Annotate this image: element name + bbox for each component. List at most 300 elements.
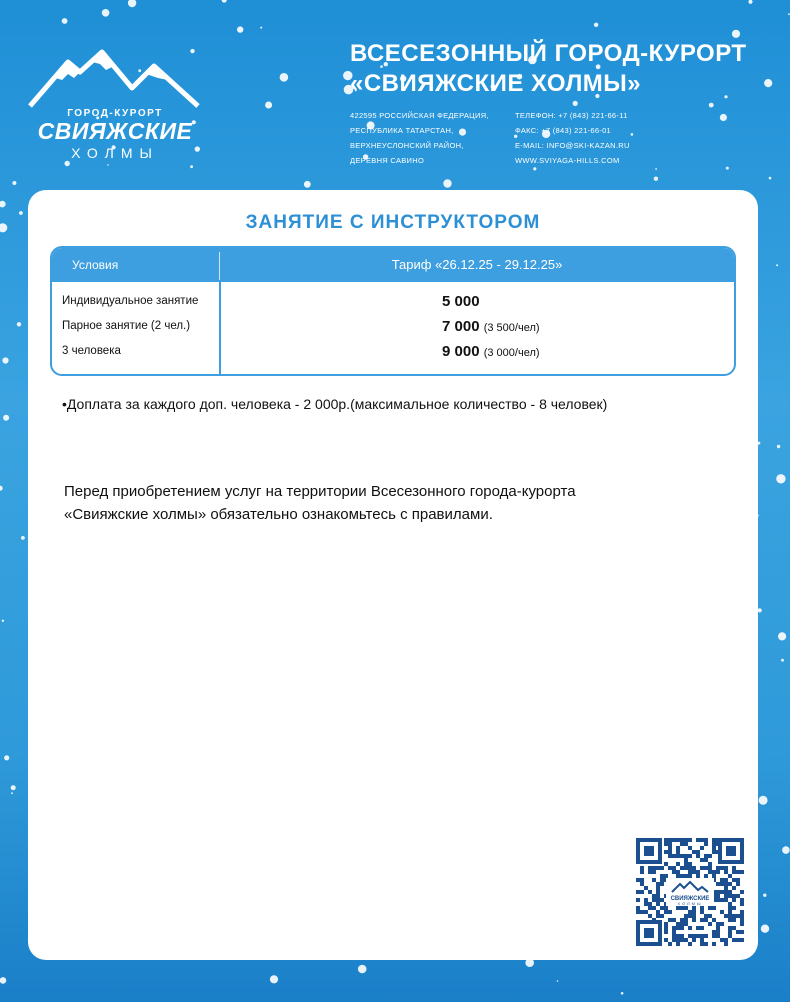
qr-module: [684, 862, 688, 866]
snowflake: [0, 201, 6, 208]
snowflake: [776, 474, 785, 483]
qr-module: [684, 918, 688, 922]
table-header: [52, 248, 734, 282]
qr-module: [652, 878, 656, 882]
price-table: [50, 246, 736, 376]
qr-module: [712, 846, 716, 850]
address-line: ДЕРЕВНЯ САВИНО: [350, 156, 425, 165]
qr-module: [724, 942, 728, 946]
website-link[interactable]: WWW.SVIYAGA-HILLS.COM: [515, 156, 620, 165]
qr-module: [728, 910, 732, 914]
extra-person-note: •Доплата за каждого доп. человека - 2 000р.(максимальное количество - 8 человек): [62, 396, 608, 412]
snowflake: [781, 659, 784, 662]
qr-module: [672, 866, 676, 870]
snowflake: [358, 965, 367, 974]
qr-module: [676, 934, 680, 938]
phone-text: ТЕЛЕФОН: +7 (843) 221-66-11: [515, 111, 628, 120]
qr-module: [708, 866, 712, 870]
qr-module: [740, 918, 744, 922]
qr-module: [676, 906, 680, 910]
snowflake: [2, 620, 4, 622]
qr-module: [644, 886, 648, 890]
snowflake: [621, 992, 624, 995]
qr-module: [636, 898, 640, 902]
qr-module: [692, 914, 696, 918]
qr-module: [732, 926, 736, 930]
column-header-tariff: Тариф «26.12.25 - 29.12.25»: [391, 257, 563, 272]
qr-module: [648, 902, 652, 906]
qr-module: [672, 870, 676, 874]
qr-module: [688, 934, 692, 938]
qr-module: [724, 938, 728, 942]
qr-module: [712, 850, 716, 854]
qr-module: [676, 838, 680, 842]
qr-module: [736, 878, 740, 882]
qr-module: [684, 874, 688, 878]
qr-module: [712, 874, 716, 878]
qr-module: [652, 906, 656, 910]
qr-module: [660, 874, 664, 878]
qr-module: [716, 894, 720, 898]
qr-module: [688, 862, 692, 866]
qr-module: [732, 906, 736, 910]
qr-module: [676, 846, 680, 850]
qr-module: [680, 934, 684, 938]
qr-module: [732, 878, 736, 882]
page-title: ЗАНЯТИЕ С ИНСТРУКТОРОМ: [245, 212, 541, 233]
qr-module: [664, 850, 668, 854]
snowflake: [270, 975, 278, 983]
qr-module: [700, 918, 704, 922]
qr-module: [688, 874, 692, 878]
qr-module: [704, 842, 708, 846]
qr-module: [728, 894, 732, 898]
qr-module: [684, 854, 688, 858]
qr-module: [668, 854, 672, 858]
qr-module: [680, 854, 684, 858]
rules-line: «Свияжские холмы» обязательно ознакомьтесь с правилами.: [64, 506, 493, 523]
qr-module: [700, 910, 704, 914]
qr-module: [708, 906, 712, 910]
qr-module: [700, 942, 704, 946]
qr-module: [660, 882, 664, 886]
qr-logo-sub: ХОЛМЫ: [677, 901, 703, 906]
qr-module: [700, 906, 704, 910]
qr-module: [660, 878, 664, 882]
qr-module: [680, 866, 684, 870]
qr-module: [676, 850, 680, 854]
qr-module: [740, 902, 744, 906]
qr-module: [684, 858, 688, 862]
qr-module: [720, 866, 724, 870]
qr-module: [736, 870, 740, 874]
table-row-condition: Парное занятие (2 чел.): [62, 320, 191, 332]
qr-module: [740, 914, 744, 918]
qr-module: [660, 866, 664, 870]
table-row-condition: Индивидуальное занятие: [62, 295, 199, 307]
qr-module: [740, 938, 744, 942]
header-title-line1: ВСЕСЕЗОННЫЙ ГОРОД-КУРОРТ: [350, 40, 747, 67]
qr-module: [664, 838, 668, 842]
rules-line: Перед приобретением услуг на территории Всесезонного города-курорта: [64, 483, 576, 500]
qr-module: [732, 898, 736, 902]
qr-module: [688, 926, 692, 930]
qr-module: [648, 890, 652, 894]
fax-text: ФАКС: +7 (843) 221-66-01: [515, 126, 612, 135]
qr-module: [668, 942, 672, 946]
content-card: [28, 190, 758, 960]
qr-module: [640, 890, 644, 894]
qr-module: [636, 878, 640, 882]
qr-module: [704, 874, 708, 878]
qr-module: [656, 914, 660, 918]
qr-module: [732, 938, 736, 942]
qr-module: [656, 886, 660, 890]
qr-module: [700, 846, 704, 850]
mountain-logo-icon: [28, 48, 200, 110]
qr-module: [704, 914, 708, 918]
qr-module: [640, 882, 644, 886]
qr-module: [688, 942, 692, 946]
qr-module: [716, 934, 720, 938]
qr-module: [680, 874, 684, 878]
qr-module: [716, 866, 720, 870]
qr-module: [716, 890, 720, 894]
qr-module: [680, 926, 684, 930]
qr-module: [668, 846, 672, 850]
qr-module: [724, 894, 728, 898]
qr-module: [716, 882, 720, 886]
qr-module: [644, 910, 648, 914]
table-row-price: [442, 293, 480, 310]
header: [0, 0, 790, 190]
qr-module: [692, 918, 696, 922]
qr-module: [728, 934, 732, 938]
qr-module: [684, 838, 688, 842]
qr-module: [728, 906, 732, 910]
qr-module: [720, 878, 724, 882]
email-link[interactable]: E-MAIL: INFO@SKI-KAZAN.RU: [515, 141, 630, 150]
qr-module: [732, 918, 736, 922]
qr-module: [652, 866, 656, 870]
snowflake: [763, 894, 766, 897]
qr-module: [684, 914, 688, 918]
qr-module: [676, 874, 680, 878]
qr-module: [708, 922, 712, 926]
snowflake: [777, 445, 780, 448]
qr-module: [712, 934, 716, 938]
qr-module: [720, 922, 724, 926]
qr-module: [688, 866, 692, 870]
qr-module: [684, 922, 688, 926]
qr-module: [636, 890, 640, 894]
qr-module: [704, 854, 708, 858]
qr-module: [672, 918, 676, 922]
qr-module: [704, 838, 708, 842]
snowflake: [17, 322, 21, 326]
contacts-block: [515, 108, 630, 168]
qr-module: [644, 898, 648, 902]
snowflake: [19, 211, 23, 215]
qr-module: [712, 942, 716, 946]
qr-module: [648, 906, 652, 910]
qr-module: [636, 906, 640, 910]
qr-module: [664, 922, 668, 926]
address-line: 422595 РОССИЙСКАЯ ФЕДЕРАЦИЯ,: [350, 111, 489, 120]
qr-module: [688, 838, 692, 842]
qr-module: [640, 870, 644, 874]
qr-module: [684, 906, 688, 910]
qr-module: [636, 910, 640, 914]
qr-module: [692, 934, 696, 938]
qr-module: [652, 898, 656, 902]
qr-module: [696, 874, 700, 878]
qr-module: [692, 938, 696, 942]
qr-module: [664, 930, 668, 934]
qr-module: [696, 838, 700, 842]
qr-module: [664, 842, 668, 846]
qr-module: [664, 926, 668, 930]
qr-module: [648, 870, 652, 874]
qr-module: [700, 838, 704, 842]
qr-module: [724, 890, 728, 894]
qr-module: [640, 878, 644, 882]
qr-module: [656, 882, 660, 886]
snowflake: [0, 223, 7, 232]
qr-module: [736, 882, 740, 886]
qr-module: [652, 894, 656, 898]
qr-module: [688, 870, 692, 874]
qr-module: [680, 838, 684, 842]
qr-module: [688, 846, 692, 850]
column-divider: [219, 282, 221, 374]
qr-module: [676, 854, 680, 858]
qr-module: [740, 910, 744, 914]
qr-module: [644, 902, 648, 906]
qr-module: [680, 938, 684, 942]
address-line: ВЕРХНЕУСЛОНСКИЙ РАЙОН,: [350, 141, 464, 150]
qr-module: [692, 870, 696, 874]
qr-module: [736, 930, 740, 934]
qr-module: [712, 930, 716, 934]
qr-module: [696, 934, 700, 938]
qr-module: [672, 938, 676, 942]
qr-module: [728, 874, 732, 878]
qr-module: [676, 862, 680, 866]
qr-module: [692, 910, 696, 914]
qr-module: [664, 906, 668, 910]
snowflake: [2, 357, 8, 363]
snowflake: [11, 792, 13, 794]
qr-module: [732, 866, 736, 870]
qr-module: [656, 910, 660, 914]
qr-module: [696, 870, 700, 874]
qr-module: [700, 866, 704, 870]
qr-module: [728, 890, 732, 894]
snowflake: [557, 980, 559, 982]
qr-module: [684, 842, 688, 846]
qr-module: [648, 914, 652, 918]
qr-module: [716, 930, 720, 934]
qr-module: [716, 922, 720, 926]
qr-module: [712, 906, 716, 910]
snowflake: [782, 846, 790, 854]
qr-module: [668, 866, 672, 870]
qr-module: [656, 898, 660, 902]
qr-module: [720, 882, 724, 886]
qr-module: [672, 838, 676, 842]
snowflake: [21, 536, 25, 540]
qr-module: [740, 870, 744, 874]
qr-module: [704, 918, 708, 922]
snowflake: [4, 755, 9, 760]
qr-module: [728, 926, 732, 930]
price-value: 7 000: [442, 318, 480, 335]
qr-module: [724, 914, 728, 918]
qr-module: [688, 910, 692, 914]
header-title-line2: «СВИЯЖСКИЕ ХОЛМЫ»: [350, 70, 642, 97]
qr-module: [688, 914, 692, 918]
qr-module: [708, 854, 712, 858]
qr-module: [676, 938, 680, 942]
qr-module: [664, 938, 668, 942]
qr-module: [724, 870, 728, 874]
qr-module: [732, 894, 736, 898]
qr-module: [692, 866, 696, 870]
snowflake: [0, 486, 3, 491]
qr-module: [672, 854, 676, 858]
qr-module: [716, 870, 720, 874]
qr-module: [740, 898, 744, 902]
qr-module: [684, 938, 688, 942]
qr-module: [660, 906, 664, 910]
qr-module: [712, 918, 716, 922]
qr-module: [728, 918, 732, 922]
qr-module: [668, 838, 672, 842]
qr-module: [640, 866, 644, 870]
qr-module: [724, 878, 728, 882]
qr-module: [720, 910, 724, 914]
qr-code-icon[interactable]: [636, 838, 744, 946]
qr-module: [724, 882, 728, 886]
qr-logo-text: СВИЯЖСКИЕ: [670, 896, 710, 902]
snowflake: [3, 415, 9, 421]
qr-module: [656, 866, 660, 870]
price-per-person: (3 000/чел): [483, 347, 540, 359]
snowflake: [758, 608, 762, 612]
qr-module: [708, 870, 712, 874]
qr-module: [672, 926, 676, 930]
qr-module: [720, 938, 724, 942]
qr-module: [732, 914, 736, 918]
qr-module: [740, 930, 744, 934]
price-per-person: (3 500/чел): [483, 322, 540, 334]
qr-module: [704, 934, 708, 938]
qr-module: [664, 874, 668, 878]
qr-module: [728, 914, 732, 918]
snowflake: [11, 785, 16, 790]
qr-module: [716, 926, 720, 930]
table-row-price: [442, 318, 540, 335]
qr-module: [728, 882, 732, 886]
qr-module: [700, 926, 704, 930]
qr-module: [680, 922, 684, 926]
logo-sub-text: ХОЛМЫ: [71, 145, 159, 161]
qr-module: [740, 890, 744, 894]
qr-module: [664, 910, 668, 914]
qr-module: [700, 934, 704, 938]
qr-module: [660, 914, 664, 918]
qr-module: [676, 926, 680, 930]
qr-module: [736, 938, 740, 942]
qr-module: [676, 922, 680, 926]
qr-module: [656, 890, 660, 894]
qr-module: [668, 910, 672, 914]
table-row-condition: 3 человека: [62, 345, 121, 357]
qr-module: [708, 914, 712, 918]
qr-module: [692, 906, 696, 910]
qr-module: [664, 862, 668, 866]
rules-text: [64, 480, 576, 526]
qr-module: [712, 870, 716, 874]
table-row-price: [442, 343, 540, 360]
qr-module: [696, 926, 700, 930]
qr-module: [676, 942, 680, 946]
price-value: 9 000: [442, 343, 480, 360]
qr-module: [656, 902, 660, 906]
qr-module: [712, 842, 716, 846]
qr-module: [704, 858, 708, 862]
qr-module: [732, 886, 736, 890]
qr-module: [692, 850, 696, 854]
snowflake: [776, 264, 778, 266]
qr-module: [724, 866, 728, 870]
qr-module: [700, 938, 704, 942]
qr-module: [680, 842, 684, 846]
qr-module: [684, 866, 688, 870]
qr-module: [700, 858, 704, 862]
qr-module: [680, 918, 684, 922]
logo-main-text: СВИЯЖСКИЕ: [37, 118, 193, 144]
qr-module: [648, 866, 652, 870]
qr-module: [716, 898, 720, 902]
qr-module: [640, 910, 644, 914]
qr-module: [728, 902, 732, 906]
address-line: РЕСПУБЛИКА ТАТАРСТАН,: [350, 126, 454, 135]
qr-module: [724, 898, 728, 902]
qr-module: [660, 898, 664, 902]
qr-module: [720, 898, 724, 902]
qr-module: [672, 930, 676, 934]
qr-module: [668, 842, 672, 846]
snowflake: [0, 977, 6, 984]
qr-module: [672, 934, 676, 938]
qr-module: [704, 866, 708, 870]
qr-module: [712, 838, 716, 842]
qr-module: [740, 922, 744, 926]
snowflake: [761, 925, 769, 933]
address-block: [350, 108, 489, 168]
qr-module: [736, 914, 740, 918]
logo-top-text: ГОРОД-КУРОРТ: [67, 108, 163, 119]
snowflake: [778, 632, 786, 640]
qr-module: [708, 862, 712, 866]
qr-module: [652, 870, 656, 874]
column-header-conditions: Условия: [72, 258, 119, 272]
qr-module: [668, 918, 672, 922]
qr-module: [736, 894, 740, 898]
qr-module: [720, 890, 724, 894]
